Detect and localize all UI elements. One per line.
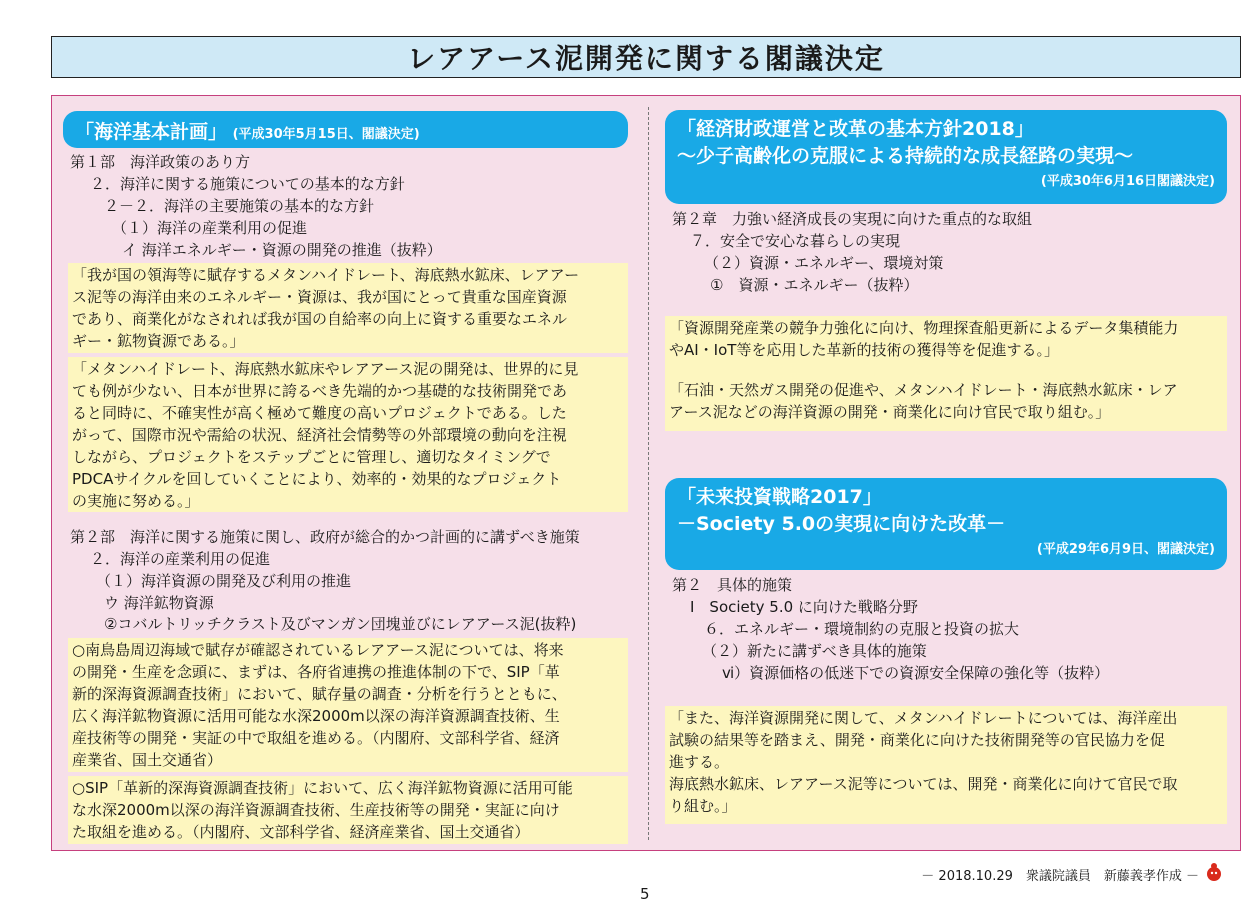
outline-line: ６．エネルギー・環境制約の克服と投資の拡大 bbox=[704, 620, 1020, 638]
right-top-heading-pill bbox=[665, 110, 1227, 204]
right-bottom-heading-pill bbox=[665, 478, 1227, 570]
page-number: 5 bbox=[640, 885, 650, 903]
quote-line: 進する。 bbox=[669, 753, 730, 771]
footer-credit: － 2018.10.29 衆議院議員 新藤義孝作成 － bbox=[921, 868, 1199, 884]
right-bottom-heading-subtitle: －Society 5.0の実現に向けた改革－ bbox=[677, 513, 1006, 535]
outline-line: （１）海洋資源の開発及び利用の推進 bbox=[96, 572, 352, 590]
outline-line: 第２章 力強い経済成長の実現に向けた重点的な取組 bbox=[672, 210, 1033, 228]
outline-line: ウ 海洋鉱物資源 bbox=[104, 594, 214, 612]
quote-line: やAI・IoT等を応用した革新的技術の獲得等を促進する。」 bbox=[669, 341, 1059, 359]
right-bottom-heading-title: 「未来投資戦略2017」 bbox=[677, 486, 882, 508]
outline-line: ２．海洋の産業利用の促進 bbox=[90, 550, 271, 568]
quote-block bbox=[68, 263, 628, 353]
outline-line: ① 資源・エネルギー（抜粋） bbox=[710, 276, 919, 294]
quote-line: しながら、プロジェクトをステップごとに管理し、適切なタイミングで bbox=[72, 448, 551, 466]
left-heading-pill bbox=[63, 111, 628, 148]
column-divider bbox=[648, 107, 649, 840]
outline-line: Ⅰ Society 5.0 に向けた戦略分野 bbox=[690, 598, 918, 616]
quote-line: の実施に努める。」 bbox=[72, 492, 200, 510]
outline-line: イ 海洋エネルギー・資源の開発の推進（抜粋） bbox=[122, 241, 442, 259]
quote-line: PDCAサイクルを回していくことにより、効率的・効果的なプロジェクト bbox=[72, 470, 562, 488]
quote-line: ると同時に、不確実性が高く極めて難度の高いプロジェクトである。した bbox=[72, 404, 567, 422]
left-heading-date: (平成30年5月15日、閣議決定) bbox=[232, 127, 420, 142]
red-mascot-icon bbox=[1205, 862, 1223, 886]
quote-line: ス泥等の海洋由来のエネルギー・資源は、我が国にとって貴重な国産資源 bbox=[72, 288, 567, 306]
outline-line: （２）新たに講ずべき具体的施策 bbox=[702, 642, 927, 660]
right-bottom-heading-date: (平成29年6月9日、閣議決定) bbox=[1036, 542, 1215, 557]
quote-block bbox=[68, 357, 628, 512]
quote-line: ギー・鉱物資源である。」 bbox=[72, 332, 245, 350]
quote-line: アース泥などの海洋資源の開発・商業化に向け官民で取り組む。」 bbox=[669, 403, 1111, 421]
quote-block bbox=[68, 776, 628, 844]
quote-line: な水深2000m以深の海洋資源調査技術、生産技術等の開発・実証に向け bbox=[72, 801, 560, 819]
quote-line: 産業省、国土交通省） bbox=[72, 751, 223, 769]
outline-line: （１）海洋の産業利用の促進 bbox=[112, 219, 308, 237]
quote-line: ○南鳥島周辺海域で賦存が確認されているレアアース泥については、将来 bbox=[72, 641, 564, 659]
right-top-heading-subtitle: ～少子高齢化の克服による持続的な成長経路の実現～ bbox=[677, 145, 1134, 167]
quote-line: ○SIP「革新的深海資源調査技術」において、広く海洋鉱物資源に活用可能 bbox=[72, 779, 573, 797]
quote-line: ても例が少ない、日本が世界に誇るべき先端的かつ基礎的な技術開発であ bbox=[72, 382, 568, 400]
quote-line: 試験の結果等を踏まえ、開発・商業化に向けた技術開発等の官民協力を促 bbox=[669, 731, 1165, 749]
quote-line: 「また、海洋資源開発に関して、メタンハイドレートについては、海洋産出 bbox=[669, 709, 1178, 727]
quote-line: 新的深海資源調査技術」において、賦存量の調査・分析を行うとともに、 bbox=[72, 685, 567, 703]
outline-line: 第２ 具体的施策 bbox=[672, 576, 793, 594]
outline-line: ７．安全で安心な暮らしの実現 bbox=[690, 232, 901, 250]
quote-line: り組む。」 bbox=[669, 797, 737, 815]
footer bbox=[921, 862, 1223, 886]
quote-line: 広く海洋鉱物資源に活用可能な水深2000m以深の海洋資源調査技術、生 bbox=[72, 707, 560, 725]
page-title: レアアース泥開発に関する閣議決定 bbox=[407, 42, 885, 75]
outline-line: 第１部 海洋政策のあり方 bbox=[70, 153, 251, 171]
outline-line: ２－２．海洋の主要施策の基本的な方針 bbox=[104, 197, 375, 215]
quote-line: 海底熱水鉱床、レアアース泥等については、開発・商業化に向けて官民で取 bbox=[669, 775, 1178, 793]
quote-block bbox=[68, 638, 628, 772]
right-top-heading-date: (平成30年6月16日閣議決定) bbox=[1040, 174, 1215, 189]
left-heading-title: 「海洋基本計画」 bbox=[75, 121, 228, 143]
outline-line: ②コバルトリッチクラスト及びマンガン団塊並びにレアアース泥(抜粋) bbox=[104, 615, 577, 633]
outline-line: ２．海洋に関する施策についての基本的な方針 bbox=[90, 175, 405, 193]
quote-line: 産技術等の開発・実証の中で取組を進める。（内閣府、文部科学省、経済 bbox=[72, 729, 560, 747]
quote-line: であり、商業化がなされれば我が国の自給率の向上に資する重要なエネル bbox=[72, 310, 568, 328]
quote-line: 「資源開発産業の競争力強化に向け、物理探査船更新によるデータ集積能力 bbox=[669, 319, 1179, 337]
outline-line: 第２部 海洋に関する施策に関し、政府が総合的かつ計画的に講ずべき施策 bbox=[70, 528, 580, 546]
quote-line: た取組を進める。（内閣府、文部科学省、経済産業省、国土交通省） bbox=[72, 823, 530, 841]
outline-line: （２）資源・エネルギー、環境対策 bbox=[704, 254, 944, 272]
outline-line: ⅵ）資源価格の低迷下での資源安全保障の強化等（抜粋） bbox=[722, 664, 1110, 682]
quote-line: 「我が国の領海等に賦存するメタンハイドレート、海底熱水鉱床、レアアー bbox=[72, 266, 580, 284]
quote-block bbox=[665, 316, 1227, 431]
quote-line: 「石油・天然ガス開発の促進や、メタンハイドレート・海底熱水鉱床・レア bbox=[669, 381, 1178, 399]
quote-line: 「メタンハイドレート、海底熱水鉱床やレアアース泥の開発は、世界的に見 bbox=[72, 360, 579, 378]
page-title-box bbox=[51, 36, 1241, 78]
quote-line: の開発・生産を念頭に、まずは、各府省連携の推進体制の下で、SIP「革 bbox=[72, 663, 560, 681]
right-top-heading-title: 「経済財政運営と改革の基本方針2018」 bbox=[677, 118, 1034, 140]
quote-block bbox=[665, 706, 1227, 824]
quote-line: がって、国際市況や需給の状況、経済社会情勢等の外部環境の動向を注視 bbox=[72, 426, 567, 444]
